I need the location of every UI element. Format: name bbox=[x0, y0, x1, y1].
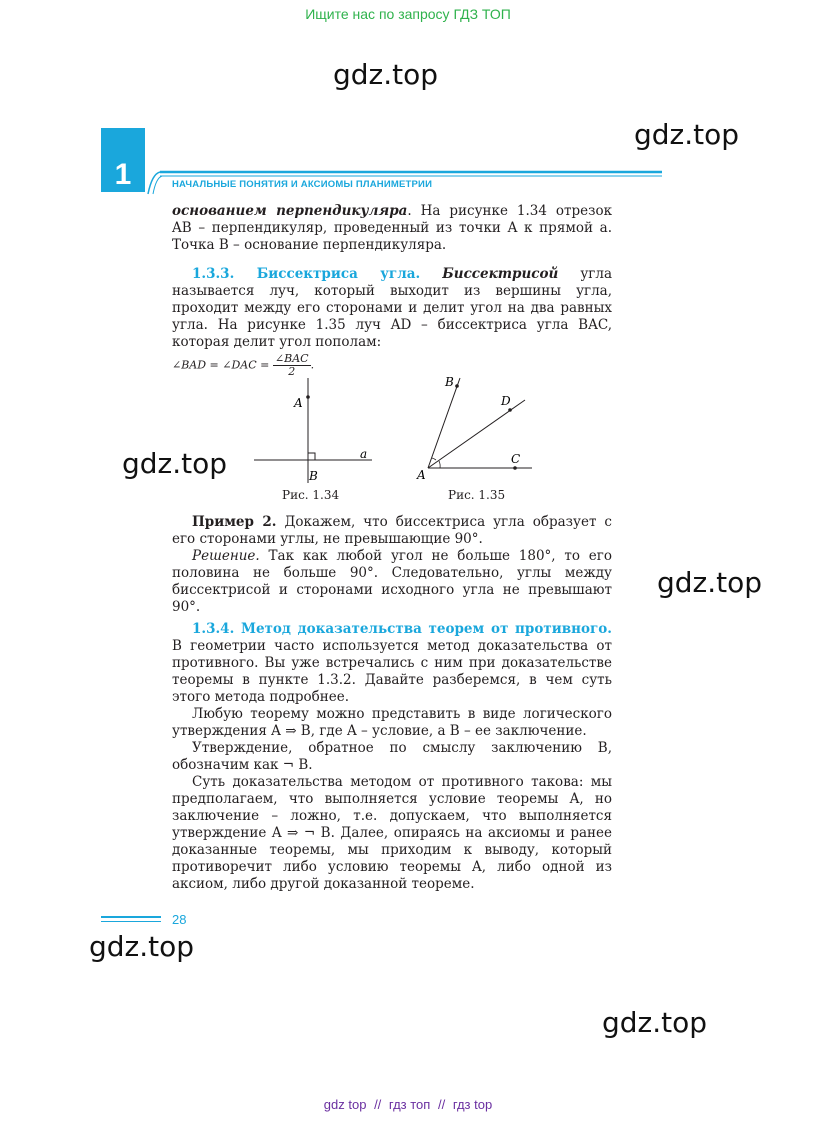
watermark: gdz.top bbox=[602, 1006, 708, 1039]
running-title: НАЧАЛЬНЫЕ ПОНЯТИЯ И АКСИОМЫ ПЛАНИМЕТРИИ bbox=[172, 179, 433, 190]
formula: ∠BAD = ∠DAC = $\frac{\text{∠BAC}}{2}$ . bbox=[172, 352, 315, 378]
paragraph-text: Докажем, что биссектриса угла образует с его сторонами углы, не превышающие 90°. bbox=[172, 514, 612, 547]
bottom-links bbox=[0, 1097, 816, 1112]
watermark: gdz.top bbox=[634, 118, 740, 151]
label-a: A bbox=[294, 396, 303, 410]
paragraph-text: . На рисунке 1.34 отрезок AB – перпендикуляр, проведенный из точки A к прямой a. Точка B – основание перпендикуляра. bbox=[172, 203, 613, 253]
separator: // bbox=[437, 1097, 446, 1112]
bottom-link[interactable]: gdz top bbox=[323, 1097, 367, 1112]
figure-1-35 bbox=[410, 372, 535, 484]
watermark: gdz.top bbox=[89, 930, 195, 963]
label-b: B bbox=[309, 469, 318, 483]
label-d: D bbox=[501, 394, 511, 408]
example-title: Пример 2. bbox=[192, 514, 277, 530]
term-bold: основанием перпендикуляра bbox=[172, 203, 408, 219]
paragraph bbox=[172, 203, 612, 254]
label-line-a: a bbox=[360, 447, 368, 461]
chapter-number: 1 bbox=[114, 158, 132, 191]
section-1-3-4 bbox=[172, 621, 612, 893]
watermark: gdz.top bbox=[122, 447, 228, 480]
section-heading: 1.3.3. Биссектриса угла. bbox=[192, 266, 421, 282]
fraction: $\frac{\text{∠BAC}}{2}$ bbox=[274, 352, 309, 378]
paragraph-text: Любую теорему можно представить в виде логического утверждения A ⇒ B, где A – условие, а B – ее заключение. bbox=[172, 706, 612, 739]
figure-caption: Рис. 1.34 bbox=[282, 488, 340, 502]
watermark: gdz.top bbox=[657, 566, 763, 599]
label-c: C bbox=[511, 452, 521, 466]
separator: // bbox=[374, 1097, 382, 1112]
watermark: gdz.top bbox=[333, 58, 439, 91]
example-2 bbox=[172, 514, 612, 616]
point-a bbox=[306, 395, 310, 399]
page-number: 28 bbox=[172, 912, 187, 927]
bottom-link[interactable]: гдз top bbox=[452, 1097, 493, 1112]
figure-caption: Рис. 1.35 bbox=[448, 488, 506, 502]
paragraph-text: Суть доказательства методом от противного такова: мы предполагаем, что выполняется условие теоремы A, но заключение – ложно, т.е. допускаем, что выполняется утверждение A ⇒ ¬ B. Далее, опираясь на аксиомы и ранее доказанные теоремы, мы приходим к выводу, который противоречит либо условию теоремы A, либо одной из аксиом, либо другой доказанной теореме. bbox=[172, 774, 612, 892]
paragraph-text: Так как любой угол не больше 180°, то его половина не больше 90°. Следовательно, углы между биссектрисой и сторонами исходного угла не превышают 90°. bbox=[172, 548, 612, 615]
solution-label: Решение. bbox=[192, 548, 260, 564]
page-rule bbox=[101, 921, 161, 922]
top-search-link[interactable]: Ищите нас по запросу ГДЗ ТОП bbox=[305, 6, 511, 22]
term-bold: Биссектрисой bbox=[442, 266, 559, 282]
section-heading: 1.3.4. Метод доказательства теорем от противного. bbox=[192, 621, 612, 637]
paragraph-text: угла называется луч, который выходит из вершины угла, проходит между его сторонами и делит угол на два равных угла. На рисунке 1.35 луч AD – биссектриса угла BAC, которая делит угол пополам: bbox=[172, 266, 613, 350]
paragraph-text: В геометрии часто используется метод доказательства от противного. Вы уже встречались с ним при доказательстве теоремы в пункте 1.3.2. Давайте разберемся, в чем суть этого метода подробнее. bbox=[172, 638, 612, 705]
section-1-3-3 bbox=[172, 266, 612, 378]
paragraph-text: Утверждение, обратное по смыслу заключению B, обозначим как ¬ B. bbox=[172, 740, 612, 773]
label-b: B bbox=[445, 375, 454, 389]
page-rule bbox=[101, 916, 161, 918]
label-a: A bbox=[417, 468, 426, 482]
figure-1-34 bbox=[250, 375, 380, 485]
bottom-link[interactable]: гдз топ bbox=[388, 1097, 431, 1112]
